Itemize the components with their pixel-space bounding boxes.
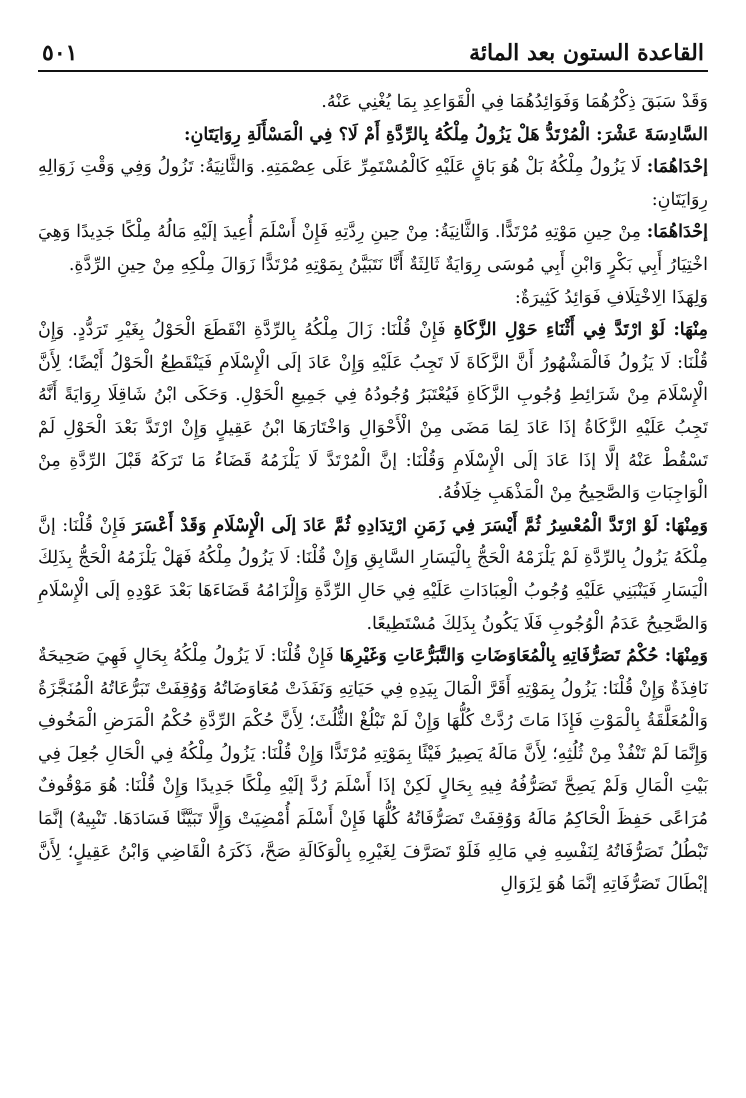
paragraph-benefits-intro xyxy=(38,282,708,315)
book-page xyxy=(38,32,708,901)
page-number: ٥٠١ xyxy=(42,40,78,66)
paragraph-text: وَقَدْ سَبَقَ ذِكْرُهُمَا وَفَوَائِدُهُمَا فِي الْقَوَاعِدِ بِمَا يُغْنِي عَنْهُ. xyxy=(321,92,708,112)
paragraph-lead: مِنْهَا: لَوْ ارْتَدَّ فِي أَثْنَاءِ حَوْلِ الزَّكَاةِ xyxy=(453,319,709,341)
paragraph-zakat xyxy=(38,314,708,510)
page-header xyxy=(38,32,708,72)
paragraph-transactions xyxy=(38,640,708,901)
paragraph-lead: وَمِنْهَا: حُكْمُ تَصَرُّفَاتِهِ بِالْمُعَاوَضَاتِ وَالتَّبَرُّعَاتِ وَغَيْرِهَا xyxy=(339,645,708,667)
paragraph-lead: وَمِنْهَا: لَوْ ارْتَدَّ الْمُعْسِرُ ثُمَّ أَيْسَرَ فِي زَمَنِ ارْتِدَادِهِ ثُمَّ عَادَ إلَى الْإِسْلَامِ وَقَدْ أَعْسَرَ xyxy=(132,514,708,536)
page-body xyxy=(38,86,708,901)
paragraph-text: مِنْ حِينِ مَوْتِهِ مُرْتَدًّا. وَالثَّانِيَةُ: مِنْ حِينِ رِدَّتِهِ فَإِنْ أَسْلَمَ أُعِيدَ إلَيْهِ مَالُهُ مِلْكًا جَدِيدًا وَهِيَ اخْتِيَارُ أَبِي بَكْرٍ وَابْنِ أَبِي مُوسَى رِوَايَةٌ ثَالِثَةٌ أَنَّا نَتَبَيَّنُ بِمَوْتِهِ مُرْتَدًّا زَوَالَ مِلْكِهِ مِنْ حِينِ الرِّدَّةِ. xyxy=(38,222,708,275)
paragraph-text: وَلِهَذَا الِاخْتِلَافِ فَوَائِدُ كَثِيرَةٌ: xyxy=(514,287,708,308)
paragraph-rule-sixteen xyxy=(38,119,708,152)
paragraph-text: فَإِنْ قُلْنَا: زَالَ مِلْكُهُ بِالرِّدَّةِ انْقَطَعَ الْحَوْلُ بِغَيْرِ تَرَدُّدٍ. وَإِنْ قُلْنَا: لَا يَزُولُ فَالْمَشْهُورُ أَنَّ الزَّكَاةَ لَا تَجِبُ عَلَيْهِ وَإِنْ عَادَ إلَى الْإِسْلَامِ فَيَنْقَطِعُ الْحَوْلُ أَيْضًا؛ لِأَنَّ الْإِسْلَامَ مِنْ شَرَائِطِ وُجُوبِ الزَّكَاةِ فَيُعْتَبَرُ وُجُودُهُ فِي جَمِيعِ الْحَوْلِ. وَحَكَى ابْنُ شَاقِلَا رِوَايَةً أَنَّهُ تَجِبُ عَلَيْهِ الزَّكَاةُ إذَا عَادَ لِمَا مَضَى مِنْ الْأَحْوَالِ وَاخْتَارَهَا ابْنُ عَقِيلٍ وَإِنْ ارْتَدَّ بَعْدَ الْحَوْلِ لَمْ تَسْقُطْ عَنْهُ إلَّا إذَا عَادَ إلَى الْإِسْلَامِ وَقُلْنَا: إنَّ الْمُرْتَدَّ لَا يَلْزَمُهُ قَضَاءُ مَا تَرَكَهُ قَبْلَ الرِّدَّةِ مِنْ الْوَاجِبَاتِ وَالصَّحِيحُ مِنْ الْمَذْهَبِ خِلَافُهُ. xyxy=(38,320,708,504)
running-title: القاعدة الستون بعد المائة xyxy=(469,40,704,66)
paragraph-text: لَا يَزُولُ مِلْكُهُ بَلْ هُوَ بَاقٍ عَلَيْهِ كَالْمُسْتَمِرِّ عَلَى عِصْمَتِهِ. وَالثَّانِيَةُ: تَزُولُ وَفِي وَقْتِ زَوَالِهِ رِوَايَتَانِ: xyxy=(38,157,708,210)
paragraph-closing-note xyxy=(38,86,708,119)
paragraph-lead: السَّادِسَةَ عَشْرَ: xyxy=(596,123,708,145)
paragraph-lead: إحْدَاهُمَا: xyxy=(646,156,708,178)
paragraph-text: فَإِنْ قُلْنَا: لَا يَزُولُ مِلْكُهُ بِحَالٍ فَهِيَ صَحِيحَةٌ نَافِذَةٌ وَإِنْ قُلْنَا: يَزُولُ بِمَوْتِهِ أَقَرَّ الْمَالَ بِيَدِهِ فِي حَيَاتِهِ وَنَفَذَتْ مُعَاوَضَاتُهُ وَوُقِفَتْ تَبَرُّعَاتُهُ الْمُنَجَّزَةُ وَالْمُعَلَّقَةُ بِالْمَوْتِ فَإِذَا مَاتَ رُدَّتْ كُلُّهَا وَإِنْ لَمْ تَبْلُغْ الثُّلُثَ؛ لِأَنَّ حُكْمَ الرِّدَّةِ حُكْمُ الْمَرَضِ الْمَخُوفِ وَإِنَّمَا لَمْ تَنْفُذْ مِنْ ثُلُثِهِ؛ لِأَنَّ مَالَهُ يَصِيرُ فَيْئًا بِمَوْتِهِ مُرْتَدًّا وَإِنْ قُلْنَا: يَزُولُ مِلْكُهُ فِي الْحَالِ جُعِلَ فِي بَيْتِ الْمَالِ وَلَمْ يَصِحَّ تَصَرُّفُهُ فِيهِ بِحَالٍ لَكِنْ إذَا أَسْلَمَ رُدَّ إلَيْهِ مِلْكًا جَدِيدًا وَإِنْ قُلْنَا: هُوَ مَوْقُوفٌ مُرَاعًى حَفِظَ الْحَاكِمُ مَالَهُ وَوُقِفَتْ تَصَرُّفَاتُهُ كُلُّهَا فَإِنْ أَسْلَمَ أُمْضِيَتْ وَإِلَّا تَبَيَّنَّا فَسَادَهَا. تَنْبِيهٌ) إنَّمَا تَبْطُلُ تَصَرُّفَاتُهُ لِنَفْسِهِ فِي مَالِهِ فَلَوْ تَصَرَّفَ لِغَيْرِهِ بِالْوَكَالَةِ صَحَّ، ذَكَرَهُ الْقَاضِي وَابْنُ عَقِيلٍ؛ لِأَنَّ إبْطَالَ تَصَرُّفَاتِهِ إنَّمَا هُوَ لِزَوَالِ xyxy=(38,646,708,895)
paragraph-text: فَإِنْ قُلْنَا: إنَّ مِلْكَهُ يَزُولُ بِالرِّدَّةِ لَمْ يَلْزَمْهُ الْحَجُّ بِالْيَسَارِ السَّابِقِ وَإِنْ قُلْنَا: لَا يَزُولُ مِلْكُهُ فَهَلْ يَلْزَمُهُ الْحَجُّ بِذَلِكَ الْيَسَارِ فَيَنْبَنِي عَلَيْهِ وُجُوبُ الْعِبَادَاتِ عَلَيْهِ فِي حَالِ الرِّدَّةِ وَإِلْزَامُهُ قَضَاءَهَا بَعْدَ عَوْدِهِ إلَى الْإِسْلَامِ وَالصَّحِيحُ عَدَمُ الْوُجُوبِ فَلَا يَكُونُ بِذَلِكَ مُسْتَطِيعًا. xyxy=(38,515,708,634)
paragraph-timing-narrations xyxy=(38,216,708,281)
paragraph-text: الْمُرْتَدُّ هَلْ يَزُولُ مِلْكُهُ بِالرِّدَّةِ أَمْ لَا؟ فِي الْمَسْأَلَةِ رِوَايَتَانِ: xyxy=(184,123,597,145)
paragraph-lead: إحْدَاهُمَا: xyxy=(646,221,708,243)
paragraph-first-narration xyxy=(38,151,708,216)
paragraph-hajj xyxy=(38,510,708,640)
